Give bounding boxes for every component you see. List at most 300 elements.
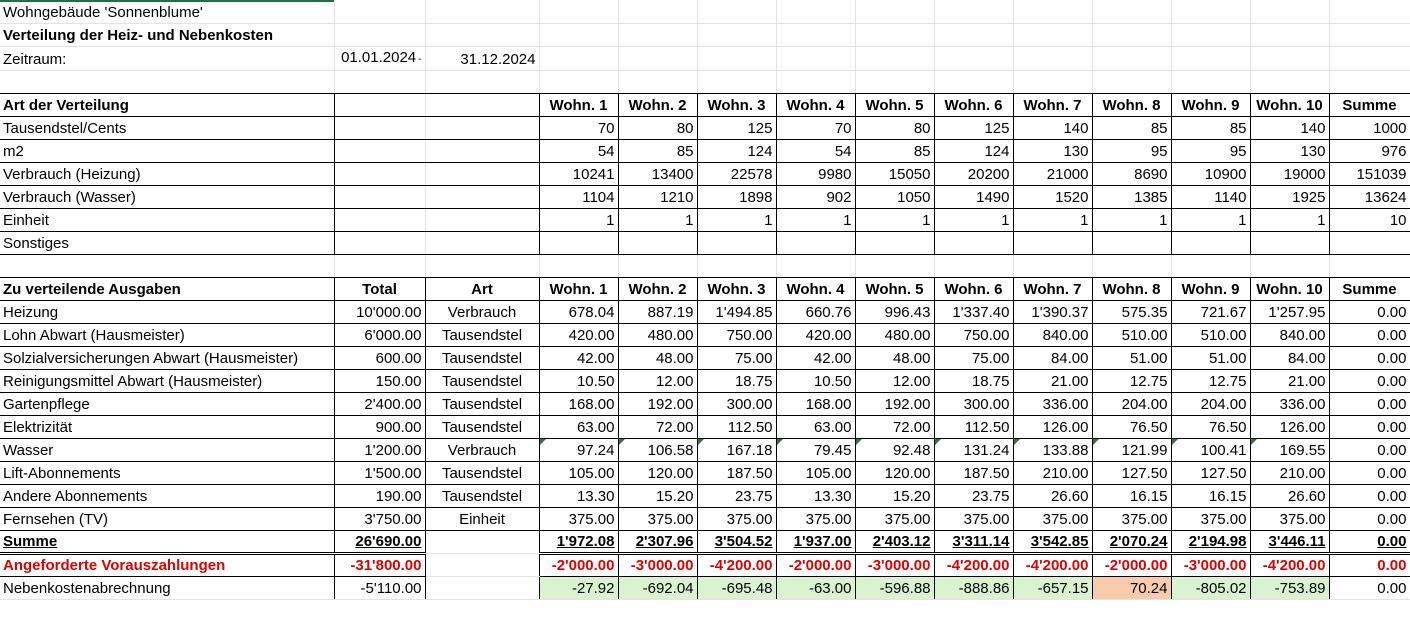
distribution-value-cell[interactable]: 1898 — [697, 185, 776, 208]
title-empty-cell[interactable] — [425, 23, 539, 46]
expense-value-cell[interactable]: 336.00 — [1250, 392, 1329, 415]
expense-value-cell[interactable]: 12.00 — [618, 369, 697, 392]
summe-value-cell[interactable]: 1'972.08 — [539, 530, 618, 553]
expense-value-cell[interactable]: 0.00 — [1329, 323, 1410, 346]
settlement-art-empty[interactable] — [425, 576, 539, 599]
building-empty-cell[interactable] — [1092, 0, 1171, 23]
expense-value-cell[interactable]: 23.75 — [697, 484, 776, 507]
distribution-value-cell[interactable]: 976 — [1329, 139, 1410, 162]
expense-value-cell[interactable]: 133.88 — [1013, 438, 1092, 461]
expense-value-cell[interactable]: 721.67 — [1171, 300, 1250, 323]
expense-value-cell[interactable]: 51.00 — [1092, 346, 1171, 369]
expense-value-cell[interactable]: 840.00 — [1250, 323, 1329, 346]
expense-value-cell[interactable]: 375.00 — [776, 507, 855, 530]
expenses-col-header[interactable]: Wohn. 9 — [1171, 277, 1250, 300]
summe-art-empty[interactable] — [425, 530, 539, 553]
title-empty-cell[interactable] — [539, 23, 618, 46]
expense-value-cell[interactable]: 16.15 — [1092, 484, 1171, 507]
distribution-value-cell[interactable]: 1 — [1013, 208, 1092, 231]
building-empty-cell[interactable] — [1013, 0, 1092, 23]
period-label-cell[interactable]: Zeitraum: — [0, 46, 334, 70]
expense-value-cell[interactable]: 1'390.37 — [1013, 300, 1092, 323]
expense-value-cell[interactable]: 0.00 — [1329, 392, 1410, 415]
blank1-empty-cell[interactable] — [334, 70, 425, 93]
advance-total-cell[interactable]: -31'800.00 — [334, 553, 425, 576]
distribution-value-cell[interactable]: 80 — [855, 116, 934, 139]
summe-value-cell[interactable]: 3'311.14 — [934, 530, 1013, 553]
expense-value-cell[interactable]: 678.04 — [539, 300, 618, 323]
expense-value-cell[interactable]: 0.00 — [1329, 507, 1410, 530]
summe-value-cell[interactable]: 0.00 — [1329, 530, 1410, 553]
expense-label-cell[interactable]: Reinigungsmittel Abwart (Hausmeister) — [0, 369, 334, 392]
distribution-row-empty[interactable] — [334, 116, 425, 139]
expense-value-cell[interactable]: 21.00 — [1250, 369, 1329, 392]
blank1-empty-cell[interactable] — [697, 70, 776, 93]
expense-value-cell[interactable]: 51.00 — [1171, 346, 1250, 369]
blank1-empty-cell[interactable] — [539, 70, 618, 93]
expense-value-cell[interactable]: 840.00 — [1013, 323, 1092, 346]
summe-label-cell[interactable]: Summe — [0, 530, 334, 553]
expense-value-cell[interactable]: 1'494.85 — [697, 300, 776, 323]
expense-value-cell[interactable]: 120.00 — [855, 461, 934, 484]
advance-value-cell[interactable]: -3'000.00 — [618, 553, 697, 576]
distribution-value-cell[interactable]: 1210 — [618, 185, 697, 208]
period-from-cell[interactable]: 01.01.2024 - — [334, 46, 425, 70]
settlement-value-cell[interactable]: -692.04 — [618, 576, 697, 599]
distribution-value-cell[interactable]: 125 — [697, 116, 776, 139]
expense-value-cell[interactable]: 12.00 — [855, 369, 934, 392]
title-empty-cell[interactable] — [1171, 23, 1250, 46]
blank1-empty-cell[interactable] — [1092, 70, 1171, 93]
blank2-empty-cell[interactable] — [1013, 254, 1092, 277]
expense-value-cell[interactable]: 336.00 — [1013, 392, 1092, 415]
expenses-col-header[interactable]: Wohn. 6 — [934, 277, 1013, 300]
expense-value-cell[interactable]: 97.24 — [539, 438, 618, 461]
distribution-value-cell[interactable]: 1490 — [934, 185, 1013, 208]
distribution-col-header[interactable]: Wohn. 7 — [1013, 93, 1092, 116]
building-empty-cell[interactable] — [934, 0, 1013, 23]
settlement-value-cell[interactable]: -657.15 — [1013, 576, 1092, 599]
distribution-value-cell[interactable]: 1 — [697, 208, 776, 231]
expense-value-cell[interactable]: 15.20 — [855, 484, 934, 507]
distribution-value-cell[interactable]: 1104 — [539, 185, 618, 208]
distribution-value-cell[interactable]: 8690 — [1092, 162, 1171, 185]
title-empty-cell[interactable] — [934, 23, 1013, 46]
distribution-value-cell[interactable]: 125 — [934, 116, 1013, 139]
building-empty-cell[interactable] — [855, 0, 934, 23]
expense-value-cell[interactable]: 76.50 — [1171, 415, 1250, 438]
expense-value-cell[interactable]: 84.00 — [1250, 346, 1329, 369]
expense-value-cell[interactable]: 10.50 — [776, 369, 855, 392]
distribution-col-header[interactable]: Wohn. 4 — [776, 93, 855, 116]
distribution-value-cell[interactable]: 1520 — [1013, 185, 1092, 208]
expenses-col-header[interactable]: Wohn. 1 — [539, 277, 618, 300]
distribution-value-cell[interactable] — [1013, 231, 1092, 254]
expense-value-cell[interactable]: 13.30 — [776, 484, 855, 507]
distribution-row-label[interactable]: Verbrauch (Wasser) — [0, 185, 334, 208]
building-empty-cell[interactable] — [334, 0, 425, 23]
expense-value-cell[interactable]: 0.00 — [1329, 346, 1410, 369]
expense-value-cell[interactable]: 510.00 — [1092, 323, 1171, 346]
distribution-row-empty[interactable] — [334, 208, 425, 231]
distribution-col-header[interactable]: Wohn. 9 — [1171, 93, 1250, 116]
expense-value-cell[interactable]: 127.50 — [1092, 461, 1171, 484]
expense-value-cell[interactable]: 167.18 — [697, 438, 776, 461]
expense-value-cell[interactable]: 192.00 — [855, 392, 934, 415]
period-empty-cell[interactable] — [776, 46, 855, 70]
expense-value-cell[interactable]: 127.50 — [1171, 461, 1250, 484]
distribution-value-cell[interactable]: 21000 — [1013, 162, 1092, 185]
blank2-empty-cell[interactable] — [0, 254, 334, 277]
settlement-value-cell[interactable]: -695.48 — [697, 576, 776, 599]
settlement-value-cell[interactable]: -805.02 — [1171, 576, 1250, 599]
distribution-row-empty[interactable] — [425, 116, 539, 139]
blank2-empty-cell[interactable] — [934, 254, 1013, 277]
summe-value-cell[interactable]: 3'542.85 — [1013, 530, 1092, 553]
period-empty-cell[interactable] — [1092, 46, 1171, 70]
distribution-col-header[interactable]: Wohn. 1 — [539, 93, 618, 116]
expense-value-cell[interactable]: 72.00 — [618, 415, 697, 438]
expense-total-cell[interactable]: 150.00 — [334, 369, 425, 392]
distribution-row-empty[interactable] — [334, 162, 425, 185]
expense-value-cell[interactable]: 0.00 — [1329, 484, 1410, 507]
expense-value-cell[interactable]: 0.00 — [1329, 438, 1410, 461]
distribution-value-cell[interactable]: 1 — [855, 208, 934, 231]
distribution-value-cell[interactable]: 15050 — [855, 162, 934, 185]
expense-value-cell[interactable]: 375.00 — [697, 507, 776, 530]
distribution-value-cell[interactable] — [1250, 231, 1329, 254]
advance-value-cell[interactable]: -4'200.00 — [1250, 553, 1329, 576]
distribution-row-label[interactable]: Verbrauch (Heizung) — [0, 162, 334, 185]
distribution-value-cell[interactable]: 13624 — [1329, 185, 1410, 208]
summe-value-cell[interactable]: 2'070.24 — [1092, 530, 1171, 553]
expense-value-cell[interactable]: 120.00 — [618, 461, 697, 484]
distribution-value-cell[interactable]: 902 — [776, 185, 855, 208]
blank1-empty-cell[interactable] — [425, 70, 539, 93]
settlement-total-cell[interactable]: -5'110.00 — [334, 576, 425, 599]
distribution-value-cell[interactable]: 1385 — [1092, 185, 1171, 208]
building-empty-cell[interactable] — [776, 0, 855, 23]
expenses-col-header[interactable]: Wohn. 2 — [618, 277, 697, 300]
distribution-col-header[interactable]: Wohn. 3 — [697, 93, 776, 116]
expense-value-cell[interactable]: 0.00 — [1329, 369, 1410, 392]
summe-value-cell[interactable]: 3'504.52 — [697, 530, 776, 553]
advance-value-cell[interactable]: -3'000.00 — [855, 553, 934, 576]
distribution-value-cell[interactable] — [618, 231, 697, 254]
expense-value-cell[interactable]: 23.75 — [934, 484, 1013, 507]
distribution-value-cell[interactable]: 70 — [776, 116, 855, 139]
expense-value-cell[interactable]: 375.00 — [855, 507, 934, 530]
summe-value-cell[interactable]: 2'403.12 — [855, 530, 934, 553]
distribution-row-label[interactable]: m2 — [0, 139, 334, 162]
expense-total-cell[interactable]: 2'400.00 — [334, 392, 425, 415]
title-empty-cell[interactable] — [334, 23, 425, 46]
distribution-value-cell[interactable] — [697, 231, 776, 254]
title-empty-cell[interactable] — [697, 23, 776, 46]
distribution-header-label[interactable]: Art der Verteilung — [0, 93, 334, 116]
expense-value-cell[interactable]: 300.00 — [697, 392, 776, 415]
expense-value-cell[interactable]: 375.00 — [1171, 507, 1250, 530]
expense-label-cell[interactable]: Elektrizität — [0, 415, 334, 438]
period-empty-cell[interactable] — [697, 46, 776, 70]
distribution-header-empty[interactable] — [425, 93, 539, 116]
expense-value-cell[interactable]: 375.00 — [1013, 507, 1092, 530]
distribution-value-cell[interactable]: 80 — [618, 116, 697, 139]
expense-value-cell[interactable]: 105.00 — [539, 461, 618, 484]
distribution-value-cell[interactable]: 10241 — [539, 162, 618, 185]
expense-value-cell[interactable]: 63.00 — [776, 415, 855, 438]
distribution-row-label[interactable]: Sonstiges — [0, 231, 334, 254]
expense-value-cell[interactable]: 996.43 — [855, 300, 934, 323]
distribution-row-empty[interactable] — [425, 139, 539, 162]
distribution-value-cell[interactable]: 1 — [934, 208, 1013, 231]
expenses-col-header[interactable]: Summe — [1329, 277, 1410, 300]
distribution-value-cell[interactable]: 140 — [1013, 116, 1092, 139]
distribution-value-cell[interactable]: 19000 — [1250, 162, 1329, 185]
blank2-empty-cell[interactable] — [776, 254, 855, 277]
expense-art-cell[interactable]: Tausendstel — [425, 346, 539, 369]
expense-value-cell[interactable]: 168.00 — [776, 392, 855, 415]
expense-value-cell[interactable]: 0.00 — [1329, 415, 1410, 438]
expense-value-cell[interactable]: 79.45 — [776, 438, 855, 461]
summe-value-cell[interactable]: 2'194.98 — [1171, 530, 1250, 553]
advance-value-cell[interactable]: -4'200.00 — [1013, 553, 1092, 576]
expense-value-cell[interactable]: 187.50 — [697, 461, 776, 484]
distribution-value-cell[interactable]: 1 — [618, 208, 697, 231]
advance-value-cell[interactable]: -2'000.00 — [539, 553, 618, 576]
expense-art-cell[interactable]: Tausendstel — [425, 323, 539, 346]
period-empty-cell[interactable] — [1013, 46, 1092, 70]
distribution-value-cell[interactable]: 54 — [539, 139, 618, 162]
expense-value-cell[interactable]: 375.00 — [618, 507, 697, 530]
distribution-row-empty[interactable] — [334, 185, 425, 208]
expense-value-cell[interactable]: 112.50 — [934, 415, 1013, 438]
distribution-value-cell[interactable]: 1050 — [855, 185, 934, 208]
expense-value-cell[interactable]: 18.75 — [697, 369, 776, 392]
expense-art-cell[interactable]: Tausendstel — [425, 369, 539, 392]
distribution-value-cell[interactable]: 85 — [1171, 116, 1250, 139]
distribution-value-cell[interactable]: 95 — [1092, 139, 1171, 162]
distribution-value-cell[interactable]: 124 — [697, 139, 776, 162]
settlement-value-cell[interactable]: -888.86 — [934, 576, 1013, 599]
expense-value-cell[interactable]: 18.75 — [934, 369, 1013, 392]
distribution-value-cell[interactable]: 1 — [1171, 208, 1250, 231]
period-empty-cell[interactable] — [934, 46, 1013, 70]
blank2-empty-cell[interactable] — [618, 254, 697, 277]
expense-value-cell[interactable]: 750.00 — [697, 323, 776, 346]
period-empty-cell[interactable] — [618, 46, 697, 70]
summe-total-cell[interactable]: 26'690.00 — [334, 530, 425, 553]
distribution-row-empty[interactable] — [334, 139, 425, 162]
expense-label-cell[interactable]: Wasser — [0, 438, 334, 461]
expense-value-cell[interactable]: 187.50 — [934, 461, 1013, 484]
distribution-value-cell[interactable]: 13400 — [618, 162, 697, 185]
distribution-value-cell[interactable]: 130 — [1250, 139, 1329, 162]
blank2-empty-cell[interactable] — [1250, 254, 1329, 277]
expense-value-cell[interactable]: 106.58 — [618, 438, 697, 461]
sheet-title-cell[interactable]: Verteilung der Heiz- und Nebenkosten — [0, 23, 334, 46]
distribution-row-empty[interactable] — [425, 185, 539, 208]
blank1-empty-cell[interactable] — [934, 70, 1013, 93]
blank1-empty-cell[interactable] — [1329, 70, 1410, 93]
expense-value-cell[interactable]: 48.00 — [855, 346, 934, 369]
distribution-value-cell[interactable]: 1 — [1250, 208, 1329, 231]
blank1-empty-cell[interactable] — [1013, 70, 1092, 93]
expense-value-cell[interactable]: 15.20 — [618, 484, 697, 507]
expense-value-cell[interactable]: 21.00 — [1013, 369, 1092, 392]
expenses-col-header[interactable]: Wohn. 5 — [855, 277, 934, 300]
settlement-value-cell[interactable]: -27.92 — [539, 576, 618, 599]
advance-value-cell[interactable]: -3'000.00 — [1171, 553, 1250, 576]
expense-value-cell[interactable]: 420.00 — [776, 323, 855, 346]
distribution-value-cell[interactable]: 70 — [539, 116, 618, 139]
blank1-empty-cell[interactable] — [1171, 70, 1250, 93]
advance-art-empty[interactable] — [425, 553, 539, 576]
expenses-col-header[interactable]: Wohn. 10 — [1250, 277, 1329, 300]
distribution-value-cell[interactable]: 85 — [855, 139, 934, 162]
expense-value-cell[interactable]: 210.00 — [1250, 461, 1329, 484]
expense-art-cell[interactable]: Tausendstel — [425, 415, 539, 438]
settlement-value-cell[interactable]: -63.00 — [776, 576, 855, 599]
expense-value-cell[interactable]: 510.00 — [1171, 323, 1250, 346]
distribution-row-empty[interactable] — [334, 231, 425, 254]
distribution-value-cell[interactable] — [1092, 231, 1171, 254]
expense-total-cell[interactable]: 190.00 — [334, 484, 425, 507]
expense-value-cell[interactable]: 26.60 — [1013, 484, 1092, 507]
distribution-row-empty[interactable] — [425, 208, 539, 231]
expense-art-cell[interactable]: Einheit — [425, 507, 539, 530]
expense-total-cell[interactable]: 1'500.00 — [334, 461, 425, 484]
building-empty-cell[interactable] — [697, 0, 776, 23]
expense-value-cell[interactable]: 76.50 — [1092, 415, 1171, 438]
period-empty-cell[interactable] — [1329, 46, 1410, 70]
distribution-col-header[interactable]: Wohn. 5 — [855, 93, 934, 116]
expense-value-cell[interactable]: 13.30 — [539, 484, 618, 507]
distribution-value-cell[interactable]: 1000 — [1329, 116, 1410, 139]
expense-value-cell[interactable]: 0.00 — [1329, 461, 1410, 484]
distribution-value-cell[interactable] — [1171, 231, 1250, 254]
expense-value-cell[interactable]: 480.00 — [618, 323, 697, 346]
distribution-value-cell[interactable]: 10900 — [1171, 162, 1250, 185]
expense-art-cell[interactable]: Tausendstel — [425, 392, 539, 415]
expenses-col-header[interactable]: Wohn. 4 — [776, 277, 855, 300]
distribution-col-header[interactable]: Wohn. 2 — [618, 93, 697, 116]
art-col-header[interactable]: Art — [425, 277, 539, 300]
expense-value-cell[interactable]: 121.99 — [1092, 438, 1171, 461]
period-empty-cell[interactable] — [1250, 46, 1329, 70]
expense-value-cell[interactable]: 169.55 — [1250, 438, 1329, 461]
expense-value-cell[interactable]: 420.00 — [539, 323, 618, 346]
title-empty-cell[interactable] — [776, 23, 855, 46]
expense-total-cell[interactable]: 900.00 — [334, 415, 425, 438]
expense-total-cell[interactable]: 1'200.00 — [334, 438, 425, 461]
advance-value-cell[interactable]: -4'200.00 — [934, 553, 1013, 576]
expense-value-cell[interactable]: 192.00 — [618, 392, 697, 415]
distribution-value-cell[interactable]: 140 — [1250, 116, 1329, 139]
summe-value-cell[interactable]: 1'937.00 — [776, 530, 855, 553]
expense-label-cell[interactable]: Lohn Abwart (Hausmeister) — [0, 323, 334, 346]
total-col-header[interactable]: Total — [334, 277, 425, 300]
expense-value-cell[interactable]: 660.76 — [776, 300, 855, 323]
period-empty-cell[interactable] — [855, 46, 934, 70]
distribution-value-cell[interactable]: 95 — [1171, 139, 1250, 162]
blank2-empty-cell[interactable] — [855, 254, 934, 277]
expenses-col-header[interactable]: Wohn. 3 — [697, 277, 776, 300]
expense-value-cell[interactable]: 375.00 — [1250, 507, 1329, 530]
settlement-value-cell[interactable]: -596.88 — [855, 576, 934, 599]
blank2-empty-cell[interactable] — [334, 254, 425, 277]
building-empty-cell[interactable] — [1171, 0, 1250, 23]
settlement-label-cell[interactable]: Nebenkostenabrechnung — [0, 576, 334, 599]
expense-value-cell[interactable]: 750.00 — [934, 323, 1013, 346]
period-to-cell[interactable]: 31.12.2024 — [425, 46, 539, 70]
building-empty-cell[interactable] — [425, 0, 539, 23]
expense-value-cell[interactable]: 63.00 — [539, 415, 618, 438]
expense-art-cell[interactable]: Tausendstel — [425, 484, 539, 507]
distribution-row-label[interactable]: Einheit — [0, 208, 334, 231]
blank2-empty-cell[interactable] — [425, 254, 539, 277]
expense-total-cell[interactable]: 600.00 — [334, 346, 425, 369]
distribution-value-cell[interactable] — [934, 231, 1013, 254]
expense-value-cell[interactable]: 12.75 — [1171, 369, 1250, 392]
title-empty-cell[interactable] — [618, 23, 697, 46]
expense-value-cell[interactable]: 131.24 — [934, 438, 1013, 461]
distribution-row-label[interactable]: Tausendstel/Cents — [0, 116, 334, 139]
building-empty-cell[interactable] — [1250, 0, 1329, 23]
expense-value-cell[interactable]: 204.00 — [1171, 392, 1250, 415]
distribution-value-cell[interactable]: 151039 — [1329, 162, 1410, 185]
expense-value-cell[interactable]: 42.00 — [776, 346, 855, 369]
expense-art-cell[interactable]: Verbrauch — [425, 438, 539, 461]
settlement-value-cell[interactable]: 70.24 — [1092, 576, 1171, 599]
expense-value-cell[interactable]: 112.50 — [697, 415, 776, 438]
expense-label-cell[interactable]: Andere Abonnements — [0, 484, 334, 507]
summe-value-cell[interactable]: 2'307.96 — [618, 530, 697, 553]
distribution-row-empty[interactable] — [425, 231, 539, 254]
distribution-value-cell[interactable]: 85 — [1092, 116, 1171, 139]
distribution-value-cell[interactable]: 124 — [934, 139, 1013, 162]
distribution-col-header[interactable]: Wohn. 6 — [934, 93, 1013, 116]
distribution-value-cell[interactable] — [1329, 231, 1410, 254]
advance-value-cell[interactable]: -2'000.00 — [776, 553, 855, 576]
expense-value-cell[interactable]: 1'337.40 — [934, 300, 1013, 323]
distribution-value-cell[interactable]: 1 — [539, 208, 618, 231]
expense-value-cell[interactable]: 105.00 — [776, 461, 855, 484]
distribution-value-cell[interactable] — [539, 231, 618, 254]
distribution-value-cell[interactable]: 22578 — [697, 162, 776, 185]
title-empty-cell[interactable] — [855, 23, 934, 46]
expense-art-cell[interactable]: Verbrauch — [425, 300, 539, 323]
blank2-empty-cell[interactable] — [1092, 254, 1171, 277]
expense-value-cell[interactable]: 210.00 — [1013, 461, 1092, 484]
expense-label-cell[interactable]: Lift-Abonnements — [0, 461, 334, 484]
distribution-value-cell[interactable] — [776, 231, 855, 254]
blank1-empty-cell[interactable] — [776, 70, 855, 93]
distribution-value-cell[interactable]: 1925 — [1250, 185, 1329, 208]
period-empty-cell[interactable] — [539, 46, 618, 70]
advance-label-cell[interactable]: Angeforderte Vorauszahlungen — [0, 553, 334, 576]
distribution-value-cell[interactable]: 20200 — [934, 162, 1013, 185]
expense-value-cell[interactable]: 375.00 — [1092, 507, 1171, 530]
expense-value-cell[interactable]: 26.60 — [1250, 484, 1329, 507]
blank1-empty-cell[interactable] — [618, 70, 697, 93]
distribution-value-cell[interactable]: 1140 — [1171, 185, 1250, 208]
advance-value-cell[interactable]: -4'200.00 — [697, 553, 776, 576]
expense-value-cell[interactable]: 10.50 — [539, 369, 618, 392]
expenses-header-label[interactable]: Zu verteilende Ausgaben — [0, 277, 334, 300]
building-empty-cell[interactable] — [618, 0, 697, 23]
title-empty-cell[interactable] — [1013, 23, 1092, 46]
